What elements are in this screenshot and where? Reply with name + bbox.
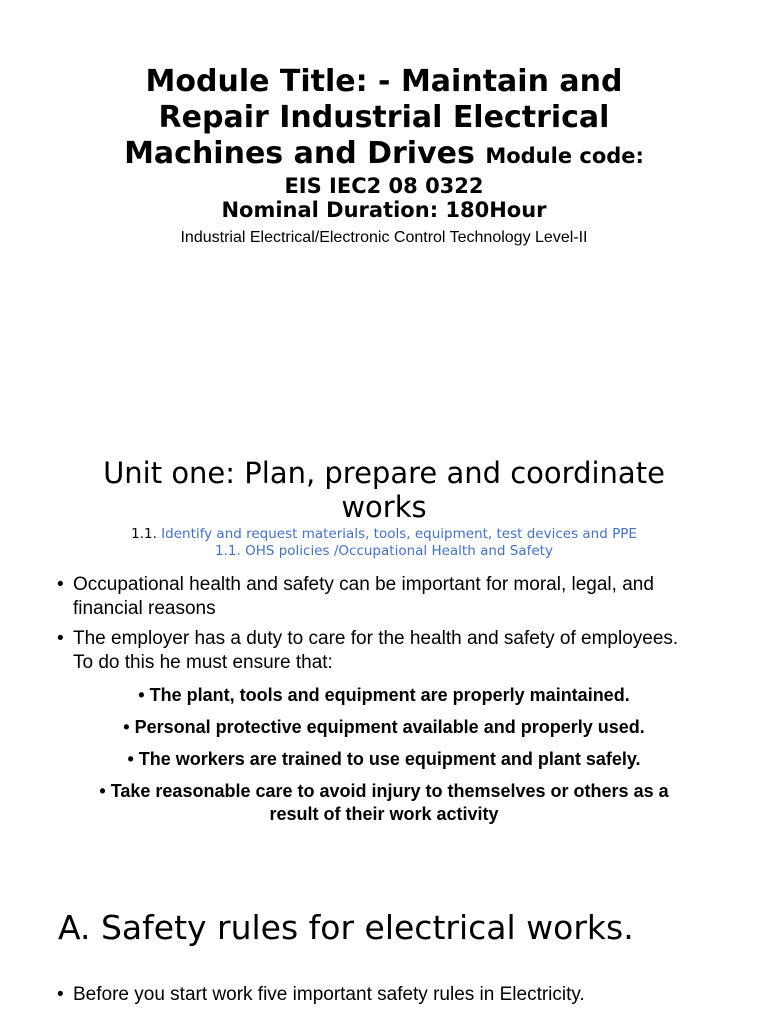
bullet-glyph: • xyxy=(138,685,145,705)
section-heading: A. Safety rules for electrical works. xyxy=(58,908,634,947)
bold-bullet-text: Take reasonable care to avoid injury to themselves or others as a xyxy=(110,781,669,801)
title-line-1: Module Title: - Maintain and xyxy=(145,64,623,99)
bullet-glyph: • xyxy=(123,717,130,737)
subtitle: Industrial Electrical/Electronic Control Technology Level-II xyxy=(180,229,588,246)
list-item xyxy=(57,573,737,621)
bold-bullet-text: The plant, tools and equipment are properly maintained. xyxy=(149,685,630,705)
list-item xyxy=(57,983,737,1007)
module-code-value: EIS IEC2 08 0322 xyxy=(284,174,484,198)
bullet-glyph: • xyxy=(57,628,64,649)
bullet-text-cont: To do this he must ensure that: xyxy=(73,652,333,673)
list-item xyxy=(57,627,737,675)
bullet-list xyxy=(57,573,737,681)
list-item xyxy=(60,780,708,826)
bold-bullet-text: Personal protective equipment available and properly used. xyxy=(134,717,645,737)
bullet-glyph: • xyxy=(99,781,106,801)
unit-heading xyxy=(40,456,728,524)
link-identify-materials[interactable]: Identify and request materials, tools, equipment, test devices and PPE xyxy=(161,526,637,542)
link-line-2 xyxy=(0,543,768,560)
list-item xyxy=(60,684,708,707)
list-item xyxy=(60,748,708,771)
module-code-label: Module code: xyxy=(485,144,644,168)
link-ohs-policies[interactable]: 1.1. OHS policies /Occupational Health and Safety xyxy=(215,543,553,559)
bullet-text: Occupational health and safety can be important for moral, legal, and xyxy=(73,574,654,595)
bullet-text: The employer has a duty to care for the health and safety of employees. xyxy=(73,628,679,649)
unit-heading-line-1: Unit one: Plan, prepare and coordinate xyxy=(103,456,665,490)
title-line-3-main: Machines and Drives xyxy=(124,136,475,171)
bold-bullet-text: The workers are trained to use equipment and plant safely. xyxy=(138,749,641,769)
link-line-1 xyxy=(0,526,768,543)
bullet-text: Before you start work five important safety rules in Electricity. xyxy=(73,984,585,1005)
title-line-2: Repair Industrial Electrical xyxy=(158,100,610,135)
title-line-3 xyxy=(40,136,728,174)
link-1-number: 1.1. xyxy=(131,526,157,542)
bold-bullet-list xyxy=(60,684,708,835)
bullet-text-cont: financial reasons xyxy=(73,598,216,619)
bullet-glyph: • xyxy=(127,749,134,769)
list-item xyxy=(60,716,708,739)
unit-heading-line-2: works xyxy=(341,490,427,524)
module-title xyxy=(40,64,728,222)
bullet-glyph: • xyxy=(57,574,64,595)
bold-bullet-text-cont: result of their work activity xyxy=(269,804,499,824)
bullet-glyph: • xyxy=(57,984,64,1005)
nominal-duration: Nominal Duration: 180Hour xyxy=(221,198,547,222)
